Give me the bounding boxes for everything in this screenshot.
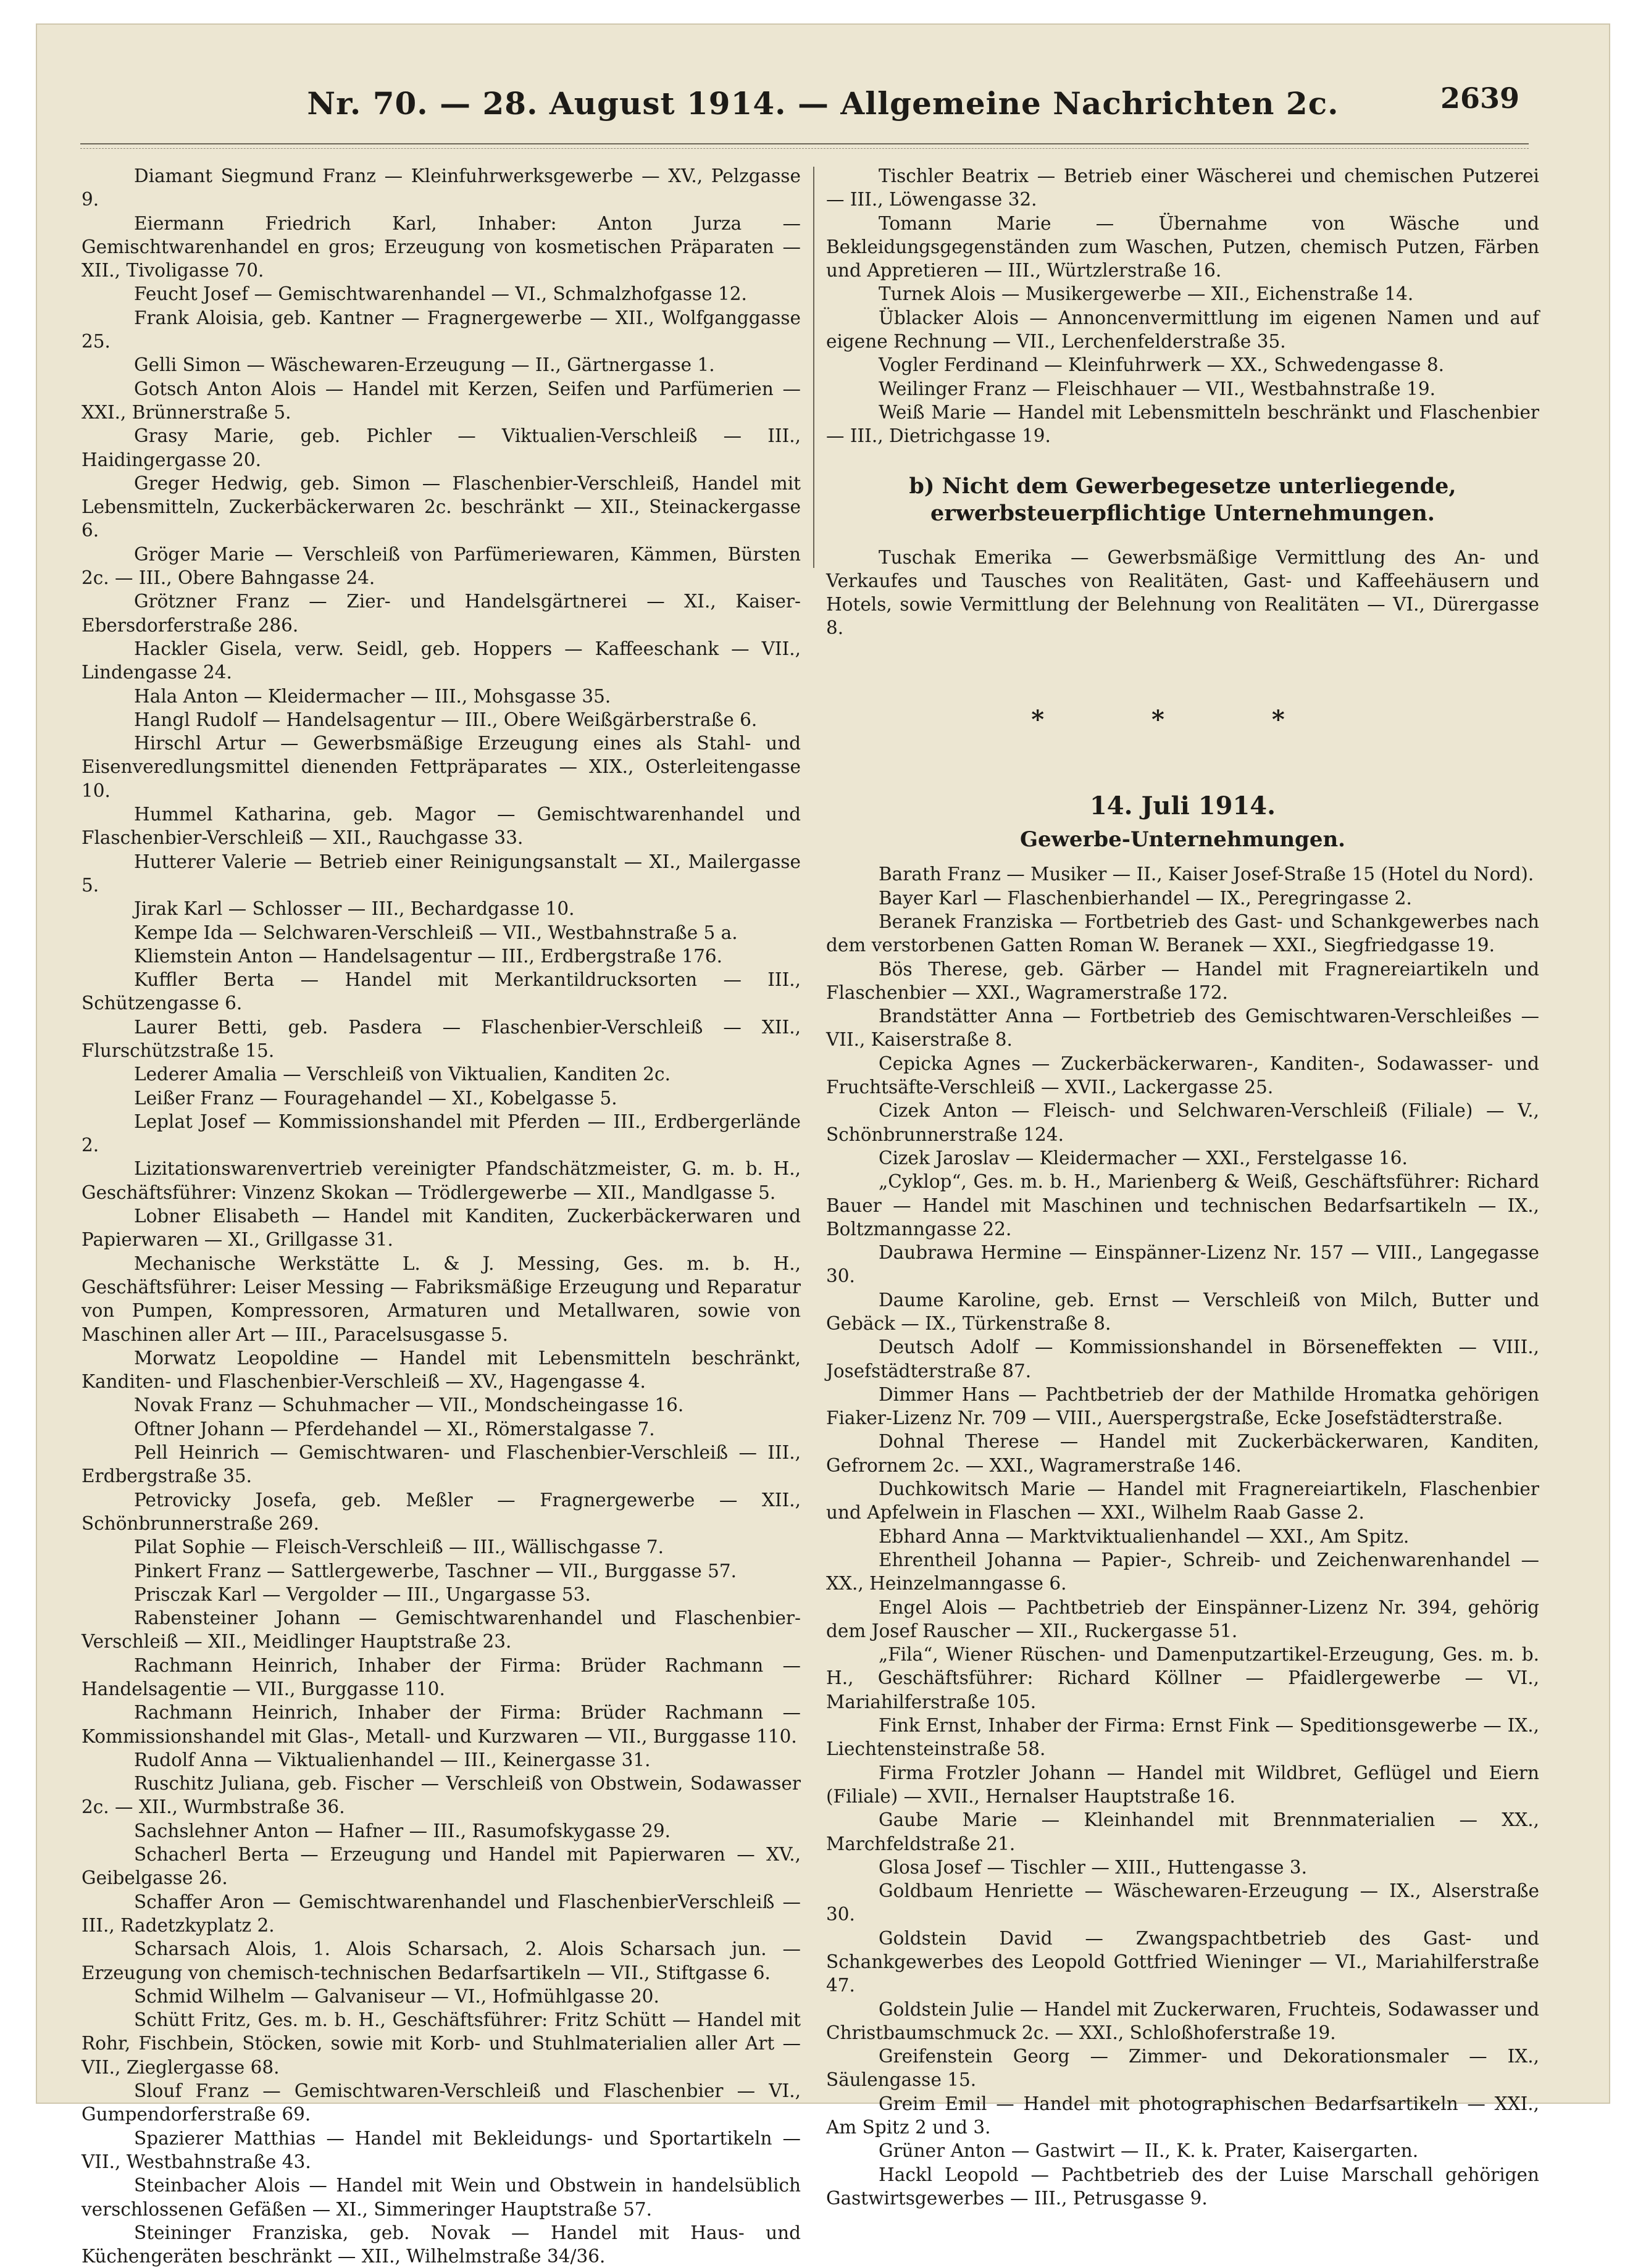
list-item: Dohnal Therese — Handel mit Zuckerbäckerwaren, Kanditen, Gefrornem 2c. — XXI., Wagramerstraße 146. bbox=[826, 1431, 1539, 1476]
list-item: Rachmann Heinrich, Inhaber der Firma: Brüder Rachmann — Handelsagentie — VII., Burggasse 110. bbox=[81, 1654, 801, 1699]
list-item: Daume Karoline, geb. Ernst — Verschleiß von Milch, Butter und Gebäck — IX., Türkenstraße 8. bbox=[826, 1289, 1539, 1334]
sub-heading: Gewerbe-Unternehmungen. bbox=[1019, 827, 1346, 853]
list-item: Hutterer Valerie — Betrieb einer Reinigungsanstalt — XI., Mailergasse 5. bbox=[81, 851, 801, 896]
list-item: Glosa Josef — Tischler — XIII., Huttengasse 3. bbox=[879, 1856, 1307, 1878]
list-item: Turnek Alois — Musikergewerbe — XII., Eichenstraße 14. bbox=[879, 283, 1414, 305]
separator-stars: * * * bbox=[1031, 704, 1334, 734]
list-item: Cizek Anton — Fleisch- und Selchwaren-Verschleiß (Filiale) — V., Schönbrunnerstraße 124. bbox=[826, 1100, 1539, 1145]
list-item: Pinkert Franz — Sattlergewerbe, Taschner — VII., Burggasse 57. bbox=[134, 1560, 737, 1582]
list-item: Diamant Siegmund Franz — Kleinfuhrwerksgewerbe — XV., Pelzgasse 9. bbox=[81, 165, 801, 211]
list-item: Gotsch Anton Alois — Handel mit Kerzen, Seifen und Parfümerien — XXI., Brünnerstraße 5. bbox=[81, 378, 801, 423]
list-item: Grüner Anton — Gastwirt — II., K. k. Prater, Kaisergarten. bbox=[879, 2140, 1419, 2162]
list-item: Weiß Marie — Handel mit Lebensmitteln beschränkt und Flaschenbier — III., Dietrichgasse 19. bbox=[826, 401, 1539, 447]
list-item: Pilat Sophie — Fleisch-Verschleiß — III., Wällischgasse 7. bbox=[134, 1536, 664, 1558]
list-item: Goldbaum Henriette — Wäschewaren-Erzeugung — IX., Alserstraße 30. bbox=[826, 1880, 1539, 1925]
header-rule bbox=[80, 143, 1529, 149]
list-item: Grötzner Franz — Zier- und Handelsgärtnerei — XI., Kaiser-Ebersdorferstraße 286. bbox=[81, 591, 801, 636]
list-item: Lizitationswarenvertrieb vereinigter Pfandschätzmeister, G. m. b. H., Geschäftsführer: Vinzenz Skokan — Trödlergewerbe — XII., Mandlgasse 5. bbox=[81, 1158, 801, 1203]
list-item: Hala Anton — Kleidermacher — III., Mohsgasse 35. bbox=[134, 685, 611, 707]
list-item: Petrovicky Josefa, geb. Meßler — Fragnergewerbe — XII., Schönbrunnerstraße 269. bbox=[81, 1489, 801, 1534]
list-item: Gröger Marie — Verschleiß von Parfümeriewaren, Kämmen, Bürsten 2c. — III., Obere Bahngasse 24. bbox=[81, 543, 801, 589]
column-divider bbox=[813, 167, 814, 568]
list-item: Dimmer Hans — Pachtbetrieb der der Mathilde Hromatka gehörigen Fiaker-Lizenz Nr. 709 — VIII., Auerspergstraße, Ecke Josefstädterstraße. bbox=[826, 1383, 1539, 1429]
list-item: Schaffer Aron — Gemischtwarenhandel und FlaschenbierVerschleiß — III., Radetzkyplatz 2. bbox=[81, 1891, 801, 1936]
list-item: Goldstein David — Zwangspachtbetrieb des Gast- und Schankgewerbes des Leopold Gottfried Wieninger — VI., Mariahilferstraße 47. bbox=[826, 1927, 1539, 1996]
list-item: Deutsch Adolf — Kommissionshandel in Börseneffekten — VIII., Josefstädterstraße 87. bbox=[826, 1336, 1539, 1382]
list-item: Tuschak Emerika — Gewerbsmäßige Vermittlung des An- und Verkaufes und Tausches von Realitäten, Gast- und Kaffeehäusern und Hotels, sowie Vermittlung der Belehnung von Realitäten — VI., Dürergasse 8. bbox=[826, 546, 1539, 639]
section-b-heading: b) Nicht dem Gewerbegesetze unterliegende, erwerbsteuerpflichtige Unternehmungen. bbox=[909, 473, 1456, 526]
list-item: Eiermann Friedrich Karl, Inhaber: Anton Jurza — Gemischtwarenhandel en gros; Erzeugung von kosmetischen Präparaten — XII., Tivoligasse 70. bbox=[81, 212, 801, 281]
list-item: Hackl Leopold — Pachtbetrieb des der Luise Marschall gehörigen Gastwirtsgewerbes — III., Petrusgasse 9. bbox=[826, 2164, 1539, 2209]
list-item: Kliemstein Anton — Handelsagentur — III., Erdbergstraße 176. bbox=[134, 945, 722, 967]
list-item: „Fila“, Wiener Rüschen- und Damenputzartikel-Erzeugung, Ges. m. b. H., Geschäftsführer: Richard Köllner — Pfaidlergewerbe — VI., Mariahilferstraße 105. bbox=[826, 1644, 1539, 1712]
list-item: Leißer Franz — Fouragehandel — XI., Kobelgasse 5. bbox=[134, 1087, 617, 1109]
list-item: Üblacker Alois — Annoncenvermittlung im eigenen Namen und auf eigene Rechnung — VII., Lerchenfelderstraße 35. bbox=[826, 307, 1539, 352]
list-item: Mechanische Werkstätte L. & J. Messing, Ges. m. b. H., Geschäftsführer: Leiser Messing — Fabriksmäßige Erzeugung und Reparatur von Pumpen, Kompressoren, Armaturen und Metallwaren, sowie von Maschinen aller Art — III., Paracelsusgasse 5. bbox=[81, 1253, 801, 1345]
list-item: Ehrentheil Johanna — Papier-, Schreib- und Zeichenwarenhandel — XX., Heinzelmanngasse 6. bbox=[826, 1549, 1539, 1595]
list-item: Brandstätter Anna — Fortbetrieb des Gemischtwaren-Verschleißes — VII., Kaiserstraße 8. bbox=[826, 1006, 1539, 1051]
list-item: Steininger Franziska, geb. Novak — Handel mit Haus- und Küchengeräten beschränkt — XII., Wilhelmstraße 34/36. bbox=[81, 2222, 801, 2267]
page-number: 2639 bbox=[1440, 81, 1519, 115]
list-item: Greim Emil — Handel mit photographischen Bedarfsartikeln — XXI., Am Spitz 2 und 3. bbox=[826, 2093, 1539, 2138]
list-item: Hackler Gisela, verw. Seidl, geb. Hoppers — Kaffeeschank — VII., Lindengasse 24. bbox=[81, 638, 801, 683]
list-item: Prisczak Karl — Vergolder — III., Ungargasse 53. bbox=[134, 1583, 591, 1605]
list-item: Barath Franz — Musiker — II., Kaiser Josef-Straße 15 (Hotel du Nord). bbox=[879, 864, 1534, 885]
list-item: Leplat Josef — Kommissionshandel mit Pferden — III., Erdbergerlände 2. bbox=[81, 1111, 801, 1156]
list-item: Hummel Katharina, geb. Magor — Gemischtwarenhandel und Flaschenbier-Verschleiß — XII., Rauchgasse 33. bbox=[81, 804, 801, 849]
list-item: Tomann Marie — Übernahme von Wäsche und Bekleidungsgegenständen zum Waschen, Putzen, chemisch Putzen, Färben und Appretieren — III., Würtzlerstraße 16. bbox=[826, 212, 1539, 281]
list-item: Vogler Ferdinand — Kleinfuhrwerk — XX., Schwedengasse 8. bbox=[879, 354, 1445, 376]
list-item: „Cyklop“, Ges. m. b. H., Marienberg & Weiß, Geschäftsführer: Richard Bauer — Handel mit Maschinen und technischen Bedarfsartikeln — IX., Boltzmanngasse 22. bbox=[826, 1171, 1539, 1240]
list-item: Jirak Karl — Schlosser — III., Bechardgasse 10. bbox=[134, 898, 575, 920]
list-item: Greger Hedwig, geb. Simon — Flaschenbier-Verschleiß, Handel mit Lebensmitteln, Zuckerbäckerwaren 2c. beschränkt — XII., Steinackergasse 6. bbox=[81, 472, 801, 541]
list-item: Hangl Rudolf — Handelsagentur — III., Obere Weißgärberstraße 6. bbox=[134, 709, 758, 730]
list-item: Rachmann Heinrich, Inhaber der Firma: Brüder Rachmann — Kommissionshandel mit Glas-, Metall- und Kurzwaren — VII., Burggasse 110. bbox=[81, 1702, 801, 1747]
list-item: Ebhard Anna — Marktviktualienhandel — XXI., Am Spitz. bbox=[879, 1525, 1410, 1547]
list-item: Steinbacher Alois — Handel mit Wein und Obstwein in handelsüblich verschlossenen Gefäßen — XI., Simmeringer Hauptstraße 57. bbox=[81, 2175, 801, 2220]
right-top-entries bbox=[826, 164, 1539, 448]
list-item: Spazierer Matthias — Handel mit Bekleidungs- und Sportartikeln — VII., Westbahnstraße 43. bbox=[81, 2127, 801, 2172]
list-item: Laurer Betti, geb. Pasdera — Flaschenbier-Verschleiß — XII., Flurschützstraße 15. bbox=[81, 1016, 801, 1061]
list-item: Feucht Josef — Gemischtwarenhandel — VI., Schmalzhofgasse 12. bbox=[134, 283, 747, 305]
list-item: Bös Therese, geb. Gärber — Handel mit Fragnereiartikeln und Flaschenbier — XXI., Wagramerstraße 172. bbox=[826, 958, 1539, 1003]
list-item: Cepicka Agnes — Zuckerbäckerwaren-, Kanditen-, Sodawasser- und Fruchtsäfte-Verschleiß — XVII., Lackergasse 25. bbox=[826, 1053, 1539, 1098]
left-column bbox=[81, 164, 801, 2268]
newspaper-page bbox=[36, 23, 1610, 2267]
right-bottom-entries bbox=[826, 862, 1539, 2210]
list-item: Greifenstein Georg — Zimmer- und Dekorationsmaler — IX., Säulengasse 15. bbox=[826, 2046, 1539, 2091]
list-item: Schütt Fritz, Ges. m. b. H., Geschäftsführer: Fritz Schütt — Handel mit Rohr, Fischbein, Stöcken, sowie mit Korb- und Stuhlmaterialien aller Art — VII., Zieglergasse 68. bbox=[81, 2009, 801, 2078]
list-item: Morwatz Leopoldine — Handel mit Lebensmitteln beschränkt, Kanditen- und Flaschenbier-Verschleiß — XV., Hagengasse 4. bbox=[81, 1347, 801, 1393]
list-item: Goldstein Julie — Handel mit Zuckerwaren, Fruchteis, Sodawasser und Christbaumschmuck 2c. — XXI., Schloßhoferstraße 19. bbox=[826, 1998, 1539, 2043]
list-item: Gelli Simon — Wäschewaren-Erzeugung — II., Gärtnergasse 1. bbox=[134, 354, 715, 376]
list-item: Pell Heinrich — Gemischtwaren- und Flaschenbier-Verschleiß — III., Erdbergstraße 35. bbox=[81, 1442, 801, 1487]
list-item: Firma Frotzler Johann — Handel mit Wildbret, Geflügel und Eiern (Filiale) — XVII., Hernalser Hauptstraße 16. bbox=[826, 1762, 1539, 1807]
list-item: Scharsach Alois, 1. Alois Scharsach, 2. Alois Scharsach jun. — Erzeugung von chemisch-technischen Bedarfsartikeln — VII., Stiftgasse 6. bbox=[81, 1938, 801, 1983]
list-item: Beranek Franziska — Fortbetrieb des Gast- und Schankgewerbes nach dem verstorbenen Gatten Roman W. Beranek — XXI., Siegfriedgasse 19. bbox=[826, 911, 1539, 956]
list-item: Grasy Marie, geb. Pichler — Viktualien-Verschleiß — III., Haidingergasse 20. bbox=[81, 425, 801, 470]
list-item: Gaube Marie — Kleinhandel mit Brennmaterialien — XX., Marchfeldstraße 21. bbox=[826, 1809, 1539, 1854]
list-item: Duchkowitsch Marie — Handel mit Fragnereiartikeln, Flaschenbier und Apfelwein in Flaschen — XXI., Wilhelm Raab Gasse 2. bbox=[826, 1478, 1539, 1524]
header-title: Nr. 70. — 28. August 1914. — Allgemeine Nachrichten 2c. bbox=[307, 85, 1339, 122]
list-item: Cizek Jaroslav — Kleidermacher — XXI., Ferstelgasse 16. bbox=[879, 1147, 1408, 1169]
list-item: Oftner Johann — Pferdehandel — XI., Römerstalgasse 7. bbox=[134, 1418, 655, 1440]
page-header bbox=[37, 81, 1609, 128]
list-item: Schacherl Berta — Erzeugung und Handel mit Papierwaren — XV., Geibelgasse 26. bbox=[81, 1844, 801, 1889]
list-item: Ruschitz Juliana, geb. Fischer — Verschleiß von Obstwein, Sodawasser 2c. — XII., Wurmbstraße 36. bbox=[81, 1773, 801, 1818]
list-item: Slouf Franz — Gemischtwaren-Verschleiß und Flaschenbier — VI., Gumpendorferstraße 69. bbox=[81, 2080, 801, 2125]
list-item: Lederer Amalia — Verschleiß von Viktualien, Kanditen 2c. bbox=[134, 1064, 671, 1085]
list-item: Lobner Elisabeth — Handel mit Kanditen, Zuckerbäckerwaren und Papierwaren — XI., Grillgasse 31. bbox=[81, 1206, 801, 1251]
list-item: Tischler Beatrix — Betrieb einer Wäscherei und chemischen Putzerei — III., Löwengasse 32. bbox=[826, 165, 1539, 211]
list-item: Rabensteiner Johann — Gemischtwarenhandel und Flaschenbier-Verschleiß — XII., Meidlinger Hauptstraße 23. bbox=[81, 1607, 801, 1653]
list-item: Novak Franz — Schuhmacher — VII., Mondscheingasse 16. bbox=[134, 1395, 684, 1416]
list-item: Daubrawa Hermine — Einspänner-Lizenz Nr. 157 — VIII., Langegasse 30. bbox=[826, 1242, 1539, 1287]
list-item: Hirschl Artur — Gewerbsmäßige Erzeugung eines als Stahl- und Eisenveredlungsmittel dienenden Fettpräparates — XIX., Osterleitengasse 10. bbox=[81, 733, 801, 801]
right-column bbox=[826, 164, 1539, 2210]
list-item: Weilinger Franz — Fleischhauer — VII., Westbahnstraße 19. bbox=[879, 378, 1436, 399]
list-item: Fink Ernst, Inhaber der Firma: Ernst Fink — Speditionsgewerbe — IX., Liechtensteinstraße 58. bbox=[826, 1715, 1539, 1760]
list-item: Rudolf Anna — Viktualienhandel — III., Keinergasse 31. bbox=[134, 1749, 651, 1770]
date-heading: 14. Juli 1914. bbox=[1089, 791, 1276, 820]
list-item: Schmid Wilhelm — Galvaniseur — VI., Hofmühlgasse 20. bbox=[134, 1985, 659, 2007]
list-item: Frank Aloisia, geb. Kantner — Fragnergewerbe — XII., Wolfganggasse 25. bbox=[81, 307, 801, 352]
list-item: Sachslehner Anton — Hafner — III., Rasumofskygasse 29. bbox=[134, 1820, 671, 1841]
list-item: Kuffler Berta — Handel mit Merkantildrucksorten — III., Schützengasse 6. bbox=[81, 969, 801, 1014]
list-item: Bayer Karl — Flaschenbierhandel — IX., Peregringasse 2. bbox=[879, 887, 1412, 909]
list-item: Engel Alois — Pachtbetrieb der Einspänner-Lizenz Nr. 394, gehörig dem Josef Rauscher — XII., Ruckergasse 51. bbox=[826, 1596, 1539, 1641]
section-b-entries bbox=[826, 546, 1539, 640]
list-item: Kempe Ida — Selchwaren-Verschleiß — VII., Westbahnstraße 5 a. bbox=[134, 922, 738, 943]
